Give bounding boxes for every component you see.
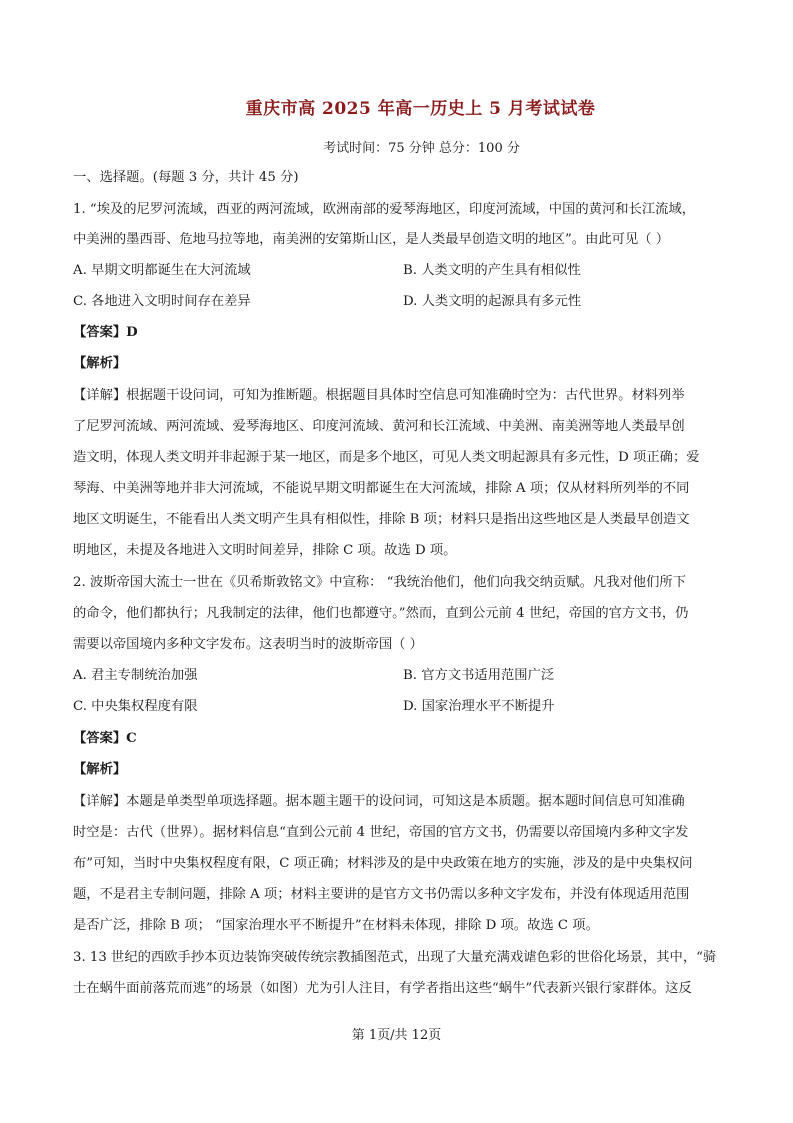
q1-stem-line: 1. “埃及的尼罗河流域，西亚的两河流域，欧洲南部的爱琴海地区，印度河流域，中国的黄河和长江流域， <box>73 202 696 217</box>
q1-option-c: C. 各地进入文明时间存在差异 <box>73 294 251 309</box>
section-heading: 一、选择题。(每题 3 分，共计 45 分) <box>73 170 299 185</box>
q1-analysis-label: 【解析】 <box>73 356 127 371</box>
q2-option-d: D. 国家治理水平不断提升 <box>403 699 555 714</box>
q1-detail-line: 造文明，体现人类文明并非起源于某一地区，而是多个地区，可见人类文明起源具有多元性，D 项正确；爱 <box>73 450 700 465</box>
q1-stem-line: 中美洲的墨西哥、危地马拉等地，南美洲的安第斯山区，是人类最早创造文明的地区”。由此可见（ ） <box>73 232 670 247</box>
q2-detail-line: 是否广泛，排除 B 项； “国家治理水平不断提升”在材料未体现，排除 D 项。故选 C 项。 <box>73 918 599 933</box>
q1-option-a: A. 早期文明都诞生在大河流域 <box>73 263 251 278</box>
q2-detail-line: 布”可知，当时中央集权程度有限，C 项正确；材料涉及的是中央政策在地方的实施，涉及的是中央集权问 <box>73 856 693 871</box>
q2-analysis-label: 【解析】 <box>73 762 127 777</box>
page-title: 重庆市高 2025 年高一历史上 5 月考试试卷 <box>245 99 596 119</box>
q1-detail-line: 了尼罗河流域、两河流域、爱琴海地区、印度河流域、黄河和长江流域、中美洲、南美洲等地人类最早创 <box>73 419 685 434</box>
page-footer: 第 1页/共 12页 <box>351 1028 442 1043</box>
q2-option-b: B. 官方文书适用范围广泛 <box>403 668 555 683</box>
q2-detail-line: 时空是：古代（世界）。据材料信息“直到公元前 4 世纪，帝国的官方文书，仍需要以帝国境内多种文字发 <box>73 825 689 840</box>
q2-answer: 【答案】C <box>73 731 137 746</box>
q1-detail-line: 地区文明诞生，不能看出人类文明产生具有相似性，排除 B 项；材料只是指出这些地区是人类最早创造文 <box>73 512 690 527</box>
q2-detail-line: 题，不是君主专制问题，排除 A 项；材料主要讲的是官方文书仍需以多种文字发布，并没有体现适用范围 <box>73 887 690 902</box>
q2-option-a: A. 君主专制统治加强 <box>73 668 198 683</box>
exam-info: 考试时间：75 分钟 总分：100 分 <box>323 141 520 156</box>
q1-detail-line: 琴海、中美洲等地并非大河流域，不能说早期文明都诞生在大河流域，排除 A 项；仅从材料所列举的不同 <box>73 481 690 496</box>
q2-stem-line: 需要以帝国境内多种文字发布。这表明当时的波斯帝国（ ） <box>73 637 423 652</box>
q2-stem-line: 2. 波斯帝国大流士一世在《贝希斯敦铭文》中宣称： “我统治他们，他们向我交纳贡赋。凡我对他们所下 <box>73 575 686 590</box>
q2-stem-line: 的命令，他们都执行；凡我制定的法律，他们也都遵守。”然而，直到公元前 4 世纪，帝国的官方文书，仍 <box>73 606 689 621</box>
q2-detail-line: 【详解】本题是单类型单项选择题。据本题主题干的设问词，可知这是本质题。据本题时间信息可知准确 <box>73 794 685 809</box>
q1-detail-line: 明地区，未提及各地进入文明时间差异，排除 C 项。故选 D 项。 <box>73 543 457 558</box>
q1-answer: 【答案】D <box>73 325 138 340</box>
q3-stem-line: 3. 13 世纪的西欧手抄本页边装饰突破传统宗教插图范式，出现了大量充满戏谑色彩的世俗化场景，其中，“骑 <box>73 950 717 965</box>
q1-detail-line: 【详解】根据题干设问词，可知为推断题。根据题目具体时空信息可知准确时空为：古代世界。材料列举 <box>73 388 685 403</box>
q1-option-d: D. 人类文明的起源具有多元性 <box>403 294 582 309</box>
q3-stem-line: 士在蜗牛面前落荒而逃”的场景（如图）尤为引人注目，有学者指出这些“蜗牛”代表新兴银行家群体。这反 <box>73 981 692 996</box>
q2-option-c: C. 中央集权程度有限 <box>73 699 198 714</box>
q1-option-b: B. 人类文明的产生具有相似性 <box>403 263 581 278</box>
